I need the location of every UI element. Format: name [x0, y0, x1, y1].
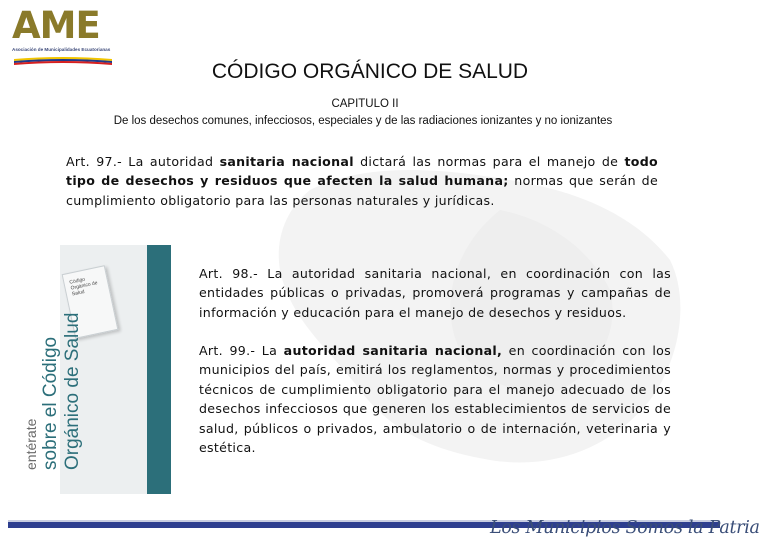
article-97-text-3: normas que serán de cumplimiento obligatorio para las personas naturales y jurídicas. [66, 173, 659, 208]
footer-slogan: Los Municipios Somos la Patria [490, 518, 760, 538]
chapter-heading: CAPITULO II [331, 98, 399, 110]
page-title: CÓDIGO ORGÁNICO DE SALUD [211, 60, 529, 83]
article-98-text: La autoridad sanitaria nacional, en coordinación con las entidades públicas o privadas, promoverá programas y campañas de información y educación para el manejo de desechos y residuos. [199, 266, 671, 320]
banner-line-3: Orgánico de Salud [62, 312, 83, 470]
article-98-label: Art. 98.- [199, 266, 258, 281]
article-97-bold-1: sanitaria nacional [219, 154, 354, 169]
article-97-text-2: dictará las normas para el manejo de [353, 154, 625, 169]
banner-line-1: entérate [23, 418, 39, 470]
chapter-subtitle: De los desechos comunes, infecciosos, especiales y de las radiaciones ionizantes y no ionizantes [113, 115, 613, 127]
article-99-label: Art. 99.- [199, 343, 256, 358]
logo-letters: AME [12, 4, 100, 47]
banner-line-2: sobre el Código [40, 336, 61, 470]
article-99-text-1: La [255, 343, 284, 358]
article-99-bold-1: autoridad sanitaria nacional, [283, 343, 503, 358]
article-97 [66, 152, 658, 210]
article-98 [199, 264, 671, 322]
ame-logo [12, 6, 116, 68]
book-cover-text: Código Orgánico de Salud [68, 276, 99, 298]
banner-text [22, 230, 84, 470]
banner-stripe [147, 245, 171, 494]
article-97-text-1: La autoridad [121, 154, 220, 169]
article-97-bold-2: todo tipo de desechos y residuos que afecten la salud humana; [66, 154, 658, 189]
logo-subtitle: Asociación de Municipalidades Ecuatorianas [12, 47, 111, 52]
article-97-label: Art. 97.- [66, 154, 122, 169]
article-99-text-2: en coordinación con los municipios del país, emitirá los reglamentos, normas y procedimientos técnicos de cumplimiento obligatorio para el manejo adecuado de los desechos infecciosos que generen los establecimientos de servicios de salud, públicos o privados, ambulatorio o de internación, veterinaria y estética. [199, 343, 671, 456]
article-99 [199, 341, 671, 457]
